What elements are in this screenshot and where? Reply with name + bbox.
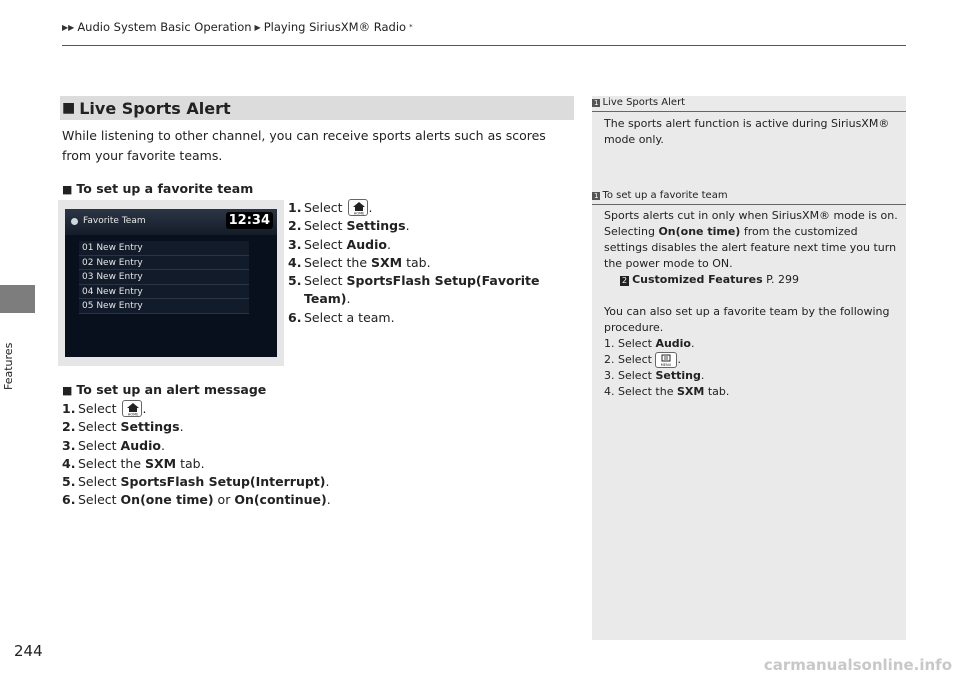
home-icon <box>122 400 142 417</box>
reference-link[interactable]: Customized Features <box>632 273 763 286</box>
list-item: 03 New Entry <box>79 270 249 285</box>
screen-title-text: Favorite Team <box>83 216 146 226</box>
favorite-team-heading-text: To set up a favorite team <box>76 181 254 196</box>
note-live-sports-title: Live Sports Alert <box>602 97 686 108</box>
note-favorite-team-header <box>592 190 906 205</box>
list-item: 05 New Entry <box>79 299 249 314</box>
page-number: 244 <box>14 642 43 660</box>
note-step: 3. Select Setting. <box>604 369 705 382</box>
section-title-bar <box>60 96 574 120</box>
entry-list <box>79 241 249 314</box>
note-step: 1. Select Audio. <box>604 337 695 350</box>
note-step: 4. Select the SXM tab. <box>604 385 730 398</box>
step-item: 3. Select Audio. <box>288 236 391 252</box>
step-item: 4. Select the SXM tab. <box>62 455 205 471</box>
chapter-label: Features <box>2 342 15 390</box>
step-item: 6. Select a team. <box>288 309 395 325</box>
note-badge: 1 <box>594 191 599 200</box>
menu-icon <box>655 352 677 368</box>
note-live-sports-header <box>592 97 906 112</box>
svg-text:HOME: HOME <box>127 412 138 416</box>
cross-reference[interactable] <box>604 272 900 288</box>
favorite-team-steps <box>288 199 572 327</box>
subhead-square-icon: ■ <box>62 183 73 196</box>
watermark: carmanualsonline.info <box>763 656 952 674</box>
step-item: 4. Select the SXM tab. <box>288 254 431 270</box>
list-item: 02 New Entry <box>79 256 249 271</box>
section-title: Live Sports Alert <box>79 98 231 118</box>
step-item: 6. Select On(one time) or On(continue). <box>62 492 331 508</box>
chapter-tab <box>0 285 35 313</box>
display-screen <box>65 209 277 357</box>
note-favorite-team-body <box>604 208 900 400</box>
spacer <box>604 288 900 304</box>
step-item: 3. Select Audio. <box>62 437 165 453</box>
step-item: 2. Select Settings. <box>288 218 410 234</box>
breadcrumb-arrow-icon: ▶▶ <box>62 22 75 32</box>
list-item: 01 New Entry <box>79 241 249 256</box>
alert-message-heading-text: To set up an alert message <box>76 382 267 397</box>
alert-message-steps <box>62 400 572 510</box>
reference-page: P. 299 <box>766 273 800 286</box>
step-item: 1. Select HOME . <box>288 200 373 215</box>
intro-paragraph: While listening to other channel, you can receive sports alerts such as scores from your favorite teams. <box>62 128 546 163</box>
breadcrumb-marker: * <box>409 23 413 31</box>
breadcrumb-page[interactable]: Playing SiriusXM® Radio <box>263 20 407 34</box>
svg-text:HOME: HOME <box>353 211 364 215</box>
favorite-team-screenshot <box>58 200 284 366</box>
back-icon <box>71 218 78 225</box>
step-item: 1. Select HOME . <box>62 401 147 416</box>
home-icon <box>348 199 368 216</box>
step-item: 5. Select SportsFlash Setup(Interrupt). <box>62 474 330 490</box>
note-paragraph: Sports alerts cut in only when SiriusXM® mode is on. Selecting On(one time) from the customized settings disables the alert feature next time you turn the power mode to ON. <box>604 209 898 270</box>
screen-title <box>71 216 146 226</box>
step-item: 5. Select SportsFlash Setup(Favorite Team). <box>288 273 540 307</box>
alert-message-heading <box>62 382 266 397</box>
subhead-square-icon: ■ <box>62 384 73 397</box>
svg-text:MENU: MENU <box>661 363 672 367</box>
note-badge: 1 <box>594 98 599 107</box>
favorite-team-heading <box>62 181 253 196</box>
reference-arrow-icon: 2 <box>622 276 628 285</box>
note-paragraph: You can also set up a favorite team by the following procedure. <box>604 305 890 334</box>
screen-clock: 12:34 <box>226 212 273 229</box>
breadcrumb-section[interactable]: Audio System Basic Operation <box>77 20 252 34</box>
section-square-icon: ■ <box>62 100 76 116</box>
breadcrumb <box>62 20 413 34</box>
breadcrumb-arrow-icon: ▶ <box>254 22 261 32</box>
note-step: 2. Select MENU . <box>604 353 681 367</box>
note-live-sports-body: The sports alert function is active during SiriusXM® mode only. <box>604 117 890 146</box>
step-item: 2. Select Settings. <box>62 419 184 435</box>
note-favorite-team-title: To set up a favorite team <box>602 190 728 201</box>
list-item: 04 New Entry <box>79 285 249 300</box>
header-divider <box>62 45 906 46</box>
